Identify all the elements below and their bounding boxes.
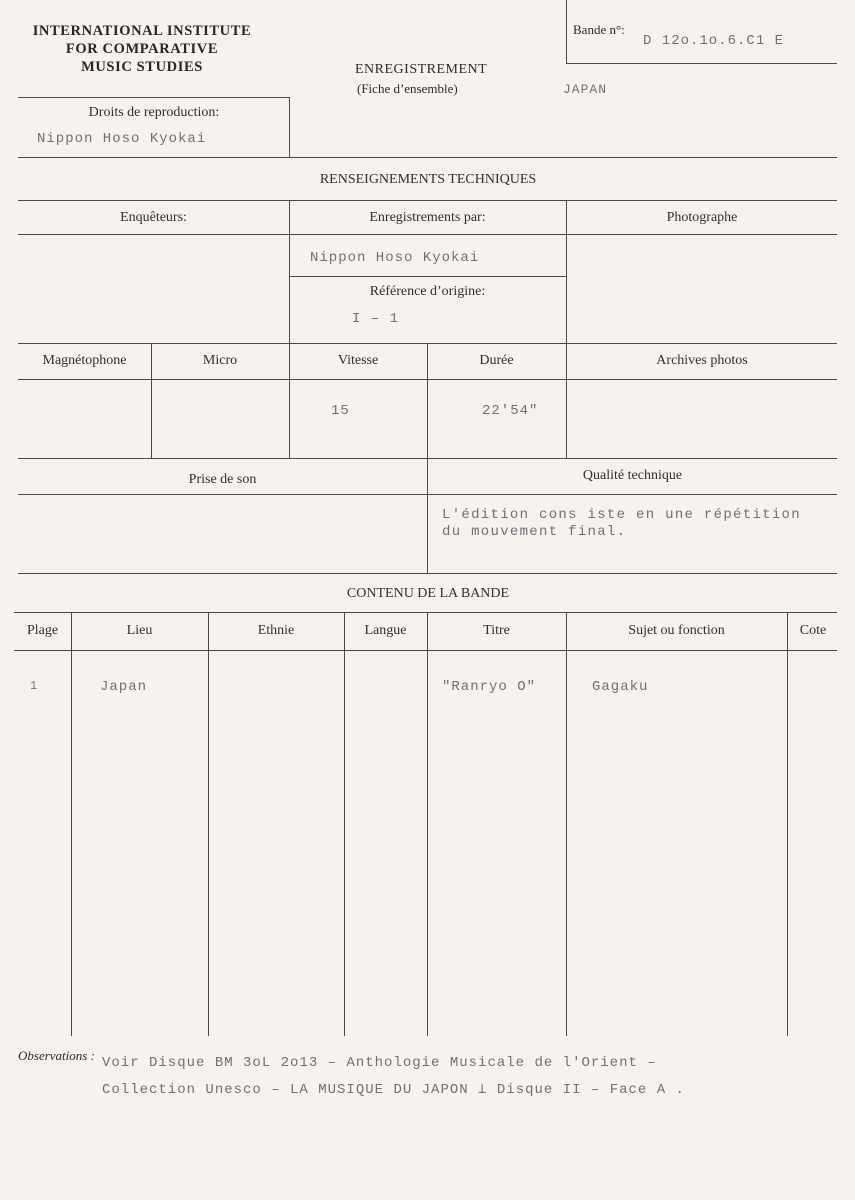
column-header-titre: Titre xyxy=(483,623,510,638)
magnetophone-label: Magnétophone xyxy=(42,353,127,368)
enqueteurs-label: Enquêteurs: xyxy=(120,210,187,225)
row-plage: 1 xyxy=(30,679,39,693)
photographe-label: Photographe xyxy=(666,210,738,225)
enregistrements-label: Enregistrements par: xyxy=(369,210,486,225)
qualite-line-2: du mouvement final. xyxy=(442,524,627,540)
qualite-label: Qualité technique xyxy=(582,468,683,483)
micro-label: Micro xyxy=(202,353,238,368)
reference-label: Référence d’origine: xyxy=(369,284,486,299)
reference-value: I – 1 xyxy=(352,311,400,327)
column-header-langue: Langue xyxy=(364,623,407,638)
observations-label: Observations : xyxy=(18,1048,95,1063)
column-header-sujet: Sujet ou fonction xyxy=(628,623,725,638)
bande-value: D 12o.1o.6.C1 E xyxy=(643,33,785,49)
duree-label: Durée xyxy=(479,353,514,368)
rights-label: Droits de reproduction: xyxy=(88,105,220,120)
institute-line-2: FOR COMPARATIVE xyxy=(65,41,219,57)
observations-line-2: Collection Unesco – LA MUSIQUE DU JAPON ⊥ Disque II – Face A . xyxy=(102,1082,685,1098)
institute-line-3: MUSIC STUDIES xyxy=(81,59,203,75)
bande-label: Bande n°: xyxy=(573,22,625,37)
duree-value: 22'54" xyxy=(482,403,539,419)
row-sujet: Gagaku xyxy=(592,679,649,695)
column-header-plage: Plage xyxy=(26,623,59,638)
contents-section-title: CONTENU DE LA BANDE xyxy=(346,586,510,601)
enregistrements-value: Nippon Hoso Kyokai xyxy=(310,250,480,266)
prise-de-son-label: Prise de son xyxy=(188,472,257,487)
column-header-lieu: Lieu xyxy=(126,623,153,638)
row-lieu: Japan xyxy=(100,679,148,695)
column-header-ethnie: Ethnie xyxy=(257,623,295,638)
country-value: JAPAN xyxy=(563,82,608,97)
institute-name xyxy=(14,22,270,76)
observations-line-1: Voir Disque BM 3oL 2o13 – Anthologie Musicale de l'Orient – xyxy=(102,1055,657,1071)
form-subtitle: (Fiche d’ensemble) xyxy=(357,81,458,96)
vitesse-value: 15 xyxy=(331,403,350,419)
institute-line-1: INTERNATIONAL INSTITUTE xyxy=(32,23,252,39)
archives-label: Archives photos xyxy=(656,353,748,368)
column-header-cote: Cote xyxy=(799,623,827,638)
technical-section-title: RENSEIGNEMENTS TECHNIQUES xyxy=(319,172,537,187)
qualite-line-1: L'édition cons iste en une répétition xyxy=(442,507,801,523)
vitesse-label: Vitesse xyxy=(337,353,379,368)
row-titre: "Ranryo O" xyxy=(442,679,537,695)
rights-value: Nippon Hoso Kyokai xyxy=(37,131,207,147)
form-title: ENREGISTREMENT xyxy=(355,62,488,77)
